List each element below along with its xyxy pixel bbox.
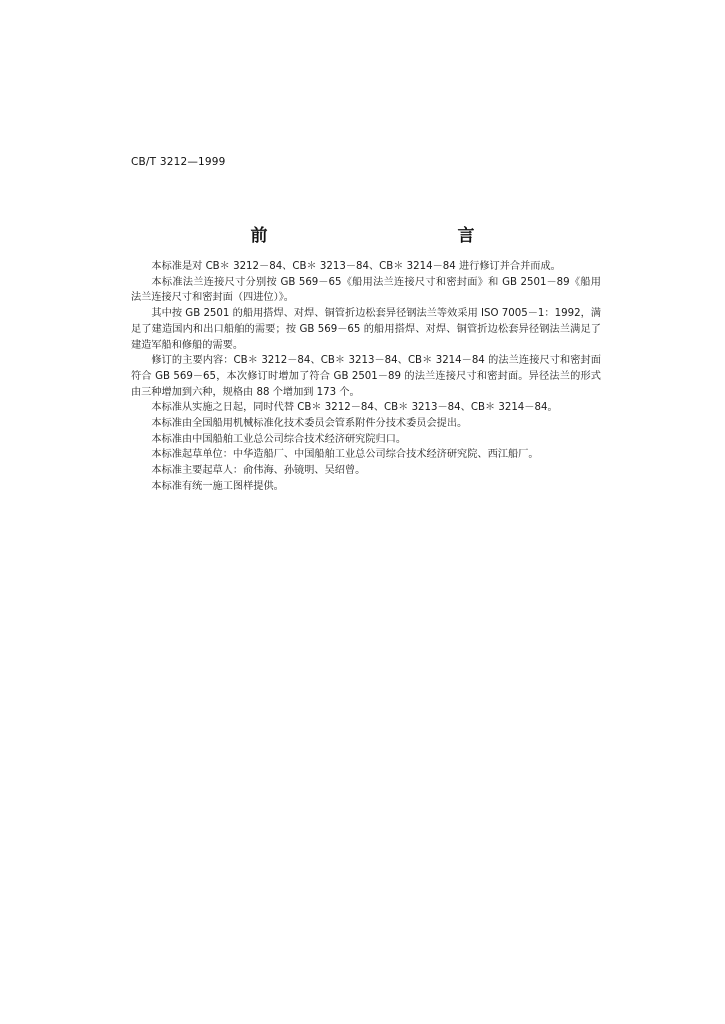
paragraph-6: 本标准由全国船用机械标准化技术委员会管系附件分技术委员会提出。 <box>151 418 468 430</box>
paragraph-1: 本标准是对 CB＊ 3212－84、CB＊ 3213－84、CB＊ 3214－84 进行修订并合并而成。 <box>151 261 561 272</box>
paragraph-2: 本标准法兰连接尺寸分别按 GB 569－65《船用法兰连接尺寸和密封面》和 GB 2501－89《船用法兰连接尺寸和密封面（四进位）》。 <box>131 276 601 304</box>
paragraph-3: 其中按 GB 2501 的船用搭焊、对焊、铜管折边松套异径钢法兰等效采用 ISO 7005－1：1992，满足了建造国内和出口船舶的需要；按 GB 569－65 的船用搭焊、对焊、铜管折边松套异径钢法兰满足了建造军船和修船的需要。 <box>131 308 601 351</box>
paragraph-5: 本标准从实施之日起，同时代替 CB＊ 3212－84、CB＊ 3213－84、CB＊ 3214－84。 <box>151 402 558 414</box>
page-title: 前 言 <box>250 226 527 246</box>
paragraph-9: 本标准主要起草人：俞伟海、孙镜明、吴绍曾。 <box>151 465 366 477</box>
paragraph-4: 修订的主要内容：CB＊ 3212－84、CB＊ 3213－84、CB＊ 3214－84 的法兰连接尺寸和密封面符合 GB 569－65，本次修订时增加了符合 GB 2501－89 的法兰连接尺寸和密封面。异径法兰的形式由三种增加到六种，规格由 88 个增加到 173 个。 <box>131 355 601 398</box>
paragraph-8: 本标准起草单位：中华造船厂、中国船舶工业总公司综合技术经济研究院、西江船厂。 <box>151 449 539 461</box>
foreword-body <box>131 259 601 495</box>
standard-code-header: CB/T 3212—1999 <box>131 156 226 168</box>
paragraph-10: 本标准有统一施工图样提供。 <box>151 480 284 492</box>
paragraph-7: 本标准由中国船舶工业总公司综合技术经济研究院归口。 <box>151 433 407 445</box>
